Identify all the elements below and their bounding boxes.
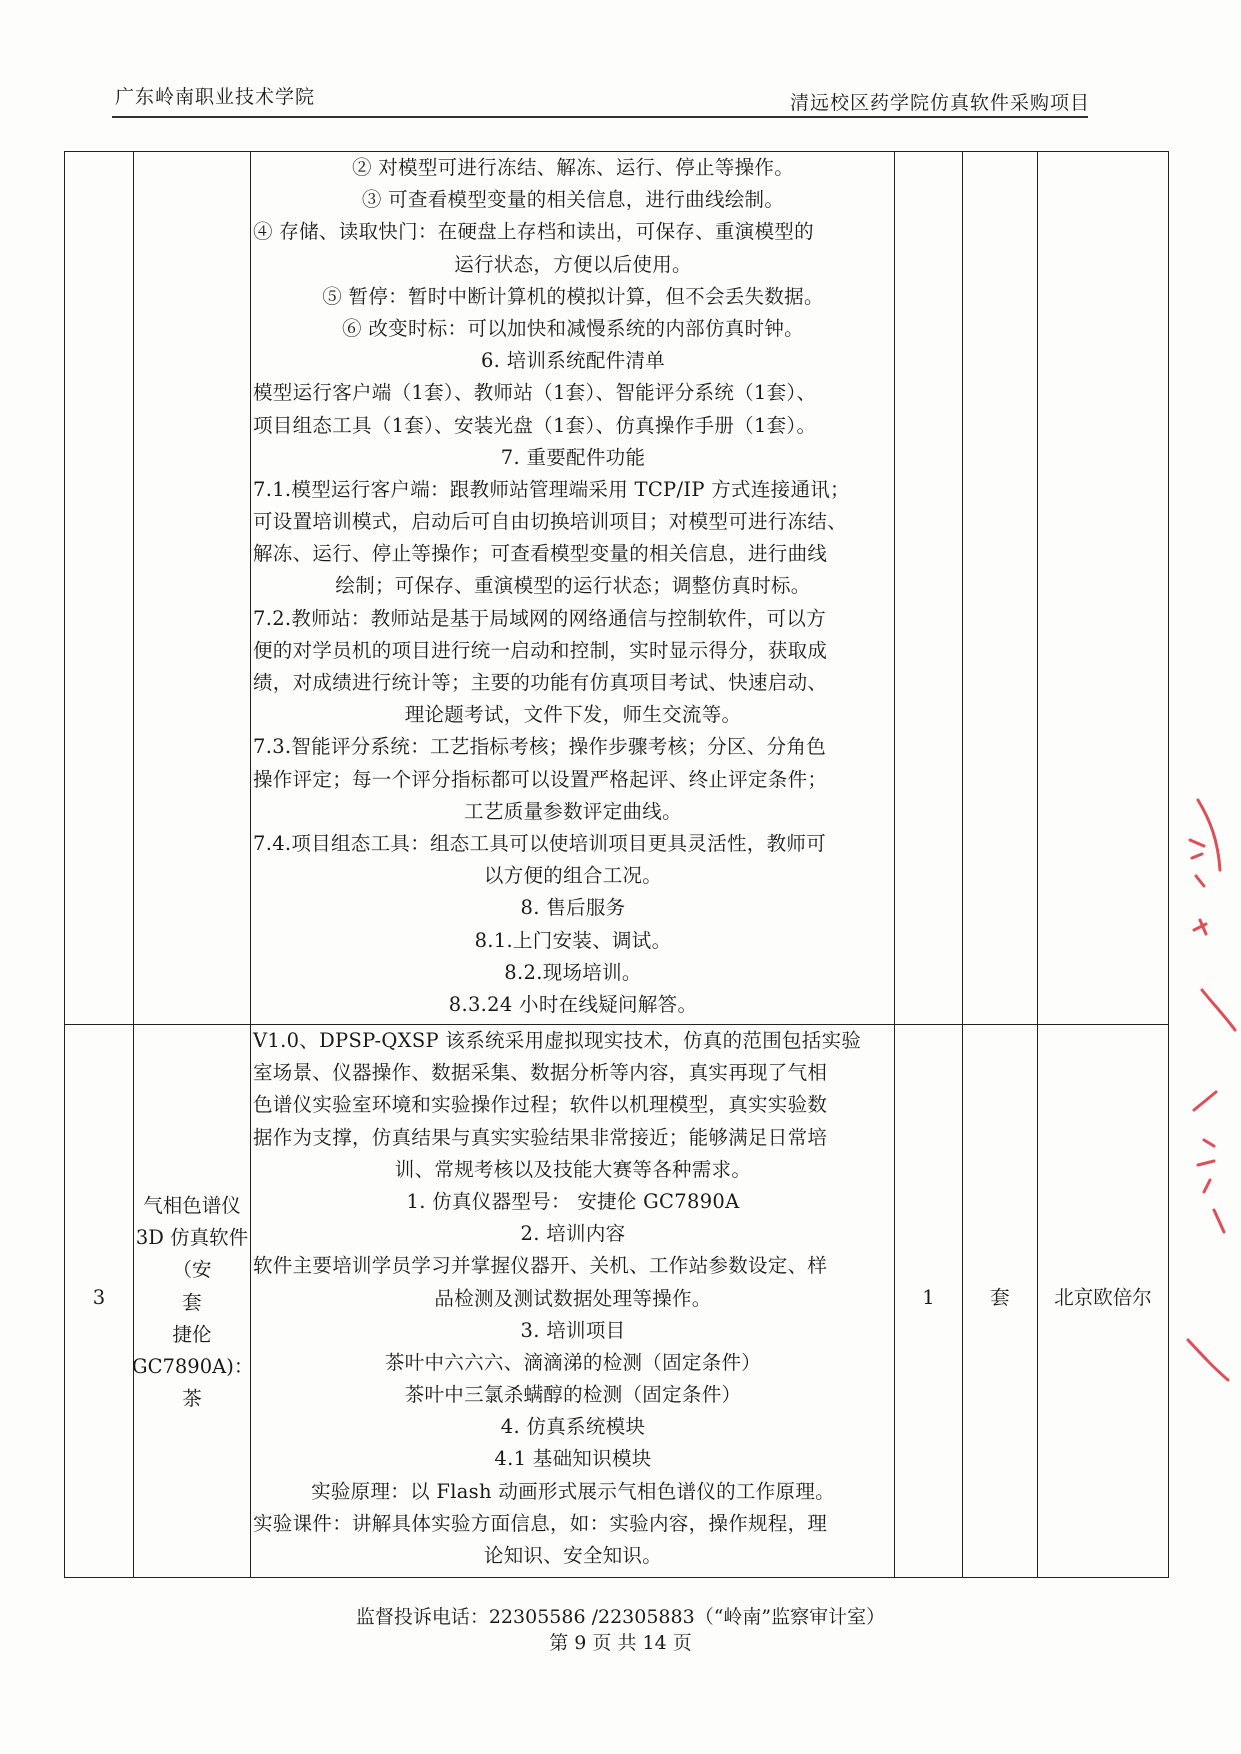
description-line: V1.0、DPSP-QXSP 该系统采用虚拟现实技术，仿真的范围包括实验 <box>253 1029 862 1052</box>
product-name-line: 茶 <box>182 1387 202 1411</box>
description-line: 软件主要培训学员学习并掌握仪器开、关机、工作站参数设定、样 <box>253 1254 828 1278</box>
col-border-7 <box>1168 151 1169 1577</box>
product-description <box>253 1025 893 1572</box>
description-line: 8.2.现场培训。 <box>504 960 642 984</box>
product-name-line: （安 <box>172 1258 212 1282</box>
description-line: 3. 培训项目 <box>520 1318 626 1342</box>
description-line: 室场景、仪器操作、数据采集、数据分析等内容，真实再现了气相 <box>253 1061 828 1085</box>
description-line: 操作评定；每一个评分指标都可以设置严格起评、终止评定条件； <box>253 767 828 791</box>
seal-stamp <box>1180 780 1240 1400</box>
complaint-hotline: 监督投诉电话：22305586 /22305883（“岭南”监察审计室） <box>355 1606 886 1628</box>
description-line: 7. 重要配件功能 <box>500 445 646 469</box>
description-line: 模型运行客户端（1套）、教师站（1套）、智能评分系统（1套）、 <box>253 381 817 405</box>
description-line: 2. 培训内容 <box>520 1222 626 1246</box>
description-line: 论知识、安全知识。 <box>483 1544 663 1567</box>
description-line: 实验课件：讲解具体实验方面信息，如：实验内容，操作规程，理 <box>253 1511 828 1535</box>
description-line: ④ 存储、读取快门：在硬盘上存档和读出，可保存、重演模型的 <box>253 220 814 244</box>
description-line: 6. 培训系统配件清单 <box>480 349 666 373</box>
continued-description <box>253 152 893 1021</box>
description-line: 8.1.上门安装、调试。 <box>474 928 672 952</box>
description-line: 据作为支撑，仿真结果与真实实验结果非常接近；能够满足日常培 <box>253 1125 828 1149</box>
description-line: 实验原理：以 Flash 动画形式展示气相色谱仪的工作原理。 <box>311 1479 835 1503</box>
col-border-4 <box>894 151 895 1577</box>
description-line: 茶叶中三氯杀螨醇的检测（固定条件） <box>404 1383 742 1407</box>
product-name-line: GC7890A)： <box>132 1354 254 1378</box>
description-line: 便的对学员机的项目进行统一启动和控制，实时显示得分，获取成 <box>253 638 828 662</box>
supplier: 北京欧倍尔 <box>1054 1286 1152 1309</box>
description-line: 训、常规考核以及技能大赛等各种需求。 <box>394 1157 752 1181</box>
product-name-line: 套 <box>182 1290 202 1314</box>
description-line: 茶叶中六六六、滴滴涕的检测（固定条件） <box>384 1350 762 1374</box>
header-project: 清远校区药学院仿真软件采购项目 <box>790 92 1091 114</box>
unit: 套 <box>990 1286 1010 1309</box>
description-line: 项目组态工具（1套）、安装光盘（1套）、仿真操作手册（1套）。 <box>253 413 817 437</box>
description-line: 可设置培训模式，启动后可自由切换培训项目；对模型可进行冻结、 <box>253 510 848 534</box>
description-line: 解冻、运行、停止等操作；可查看模型变量的相关信息，进行曲线 <box>253 542 828 566</box>
description-line: 4.1 基础知识模块 <box>494 1447 652 1471</box>
description-line: 理论题考试，文件下发，师生交流等。 <box>404 703 742 727</box>
description-line: 运行状态，方便以后使用。 <box>454 252 692 276</box>
description-line: 绘制；可保存、重演模型的运行状态；调整仿真时标。 <box>335 574 811 598</box>
description-line: 7.2.教师站：教师站是基于局域网的网络通信与控制软件，可以方 <box>253 606 827 630</box>
product-name <box>132 1190 252 1415</box>
table-bottom-border <box>64 1577 1169 1578</box>
product-name-line: 气相色谱仪 <box>143 1194 241 1217</box>
product-name-line: 捷伦 <box>172 1322 212 1346</box>
row-index: 3 <box>92 1286 106 1309</box>
description-line: 色谱仪实验室环境和实验操作过程；软件以机理模型，真实实验数 <box>253 1093 828 1117</box>
description-line: 4. 仿真系统模块 <box>500 1415 646 1439</box>
col-border-1 <box>64 151 65 1577</box>
description-line: ⑥ 改变时标：可以加快和减慢系统的内部仿真时钟。 <box>342 316 804 340</box>
description-line: 8. 售后服务 <box>520 896 626 920</box>
description-line: ⑤ 暂停：暂时中断计算机的模拟计算，但不会丢失数据。 <box>322 284 824 308</box>
description-line: ② 对模型可进行冻结、解冻、运行、停止等操作。 <box>351 156 795 179</box>
description-line: 1. 仿真仪器型号： 安捷伦 GC7890A <box>406 1189 740 1213</box>
description-line: 8.3.24 小时在线疑问解答。 <box>448 992 698 1016</box>
col-border-5 <box>962 151 963 1577</box>
description-line: 品检测及测试数据处理等操作。 <box>434 1286 712 1310</box>
description-line: ③ 可查看模型变量的相关信息，进行曲线绘制。 <box>361 188 785 212</box>
header-school: 广东岭南职业技术学院 <box>115 86 316 108</box>
description-line: 7.4.项目组态工具：组态工具可以使培训项目更具灵活性，教师可 <box>253 831 827 855</box>
page-number: 第 9 页 共 14 页 <box>549 1632 692 1654</box>
description-line: 绩，对成绩进行统计等；主要的功能有仿真项目考试、快速启动、 <box>253 671 828 694</box>
product-name-line: 3D 仿真软件 <box>135 1226 249 1250</box>
quantity: 1 <box>922 1286 935 1309</box>
description-line: 7.3.智能评分系统：工艺指标考核；操作步骤考核；分区、分角色 <box>253 735 827 759</box>
header-rule <box>112 116 1088 118</box>
description-line: 以方便的组合工况。 <box>483 864 663 888</box>
description-line: 7.1.模型运行客户端：跟教师站管理端采用 TCP/IP 方式连接通讯； <box>253 477 850 501</box>
description-line: 工艺质量参数评定曲线。 <box>464 799 682 823</box>
col-border-6 <box>1037 151 1038 1577</box>
